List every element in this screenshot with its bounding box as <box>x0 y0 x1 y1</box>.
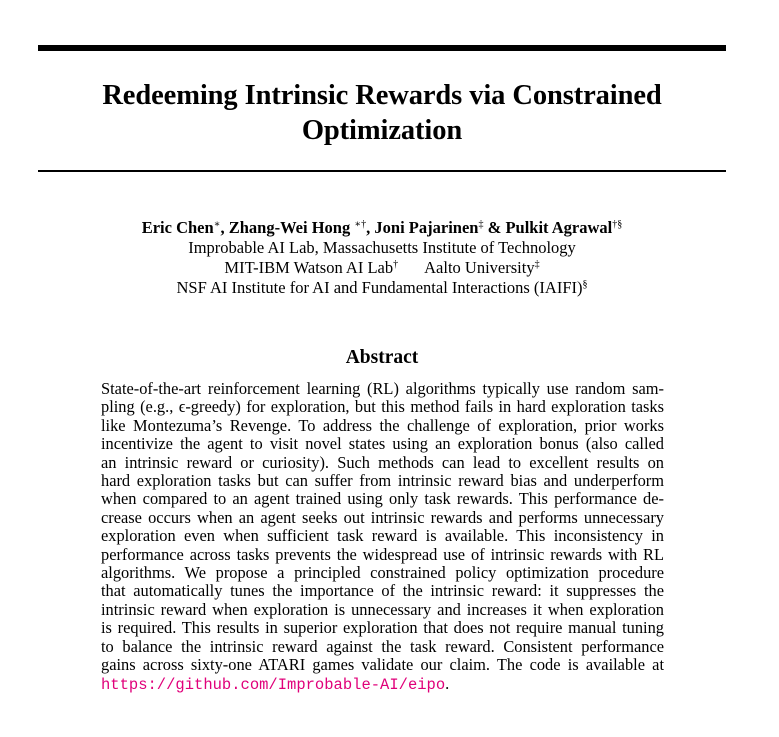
abstract-line: like Montezuma’s Revenge. To address the challenge of exploration, prior works <box>101 415 664 435</box>
abstract-line: an intrinsic reward or curiosity). Such methods can lead to excellent results on <box>101 452 664 472</box>
author-zhang-wei-hong: Zhang-Wei Hong <box>228 218 351 237</box>
author-eric-chen: Eric Chen <box>141 218 214 237</box>
abstract-line: is required. This results in superior exploration that does not require manual tuning <box>101 618 664 638</box>
affiliation-aalto-mark: ‡ <box>534 259 540 270</box>
abstract-line: intrinsic reward when exploration is unnecessary and increases it when exploration <box>101 599 664 619</box>
abstract-line: State-of-the-art reinforcement learning (RL) algorithms typically use random sam- <box>101 379 664 398</box>
author-pulkit-agrawal: Pulkit Agrawal <box>505 218 613 237</box>
abstract-line: hard exploration tasks but can suffer from intrinsic reward bias and underperform <box>101 471 664 491</box>
abstract-line-final <box>101 675 664 694</box>
affiliation-line-2 <box>38 258 726 278</box>
affiliation-iaifi-mark: § <box>582 279 588 290</box>
abstract-line: exploration even when sufficient task reward is available. This inconsistency in <box>101 526 664 546</box>
author-block <box>38 218 726 298</box>
abstract-line: crease occurs when an agent seeks out intrinsic rewards and performs unnecessary <box>101 507 664 527</box>
author-joni-pajarinen-mark: ‡ <box>478 219 484 230</box>
abstract-heading: Abstract <box>345 347 419 368</box>
affiliation-line-1 <box>38 238 726 258</box>
title-line-2: Optimization <box>301 115 463 146</box>
affiliation-mit-ibm: MIT-IBM Watson AI Lab <box>224 258 394 277</box>
top-rule <box>38 45 726 51</box>
abstract-line: gains across sixty-one ATARI games validate our claim. The code is available at <box>101 655 664 675</box>
affiliation-mit-ibm-mark: † <box>393 259 399 270</box>
abstract-line: when compared to an agent trained using only task rewards. This performance de- <box>101 489 664 509</box>
author-eric-chen-mark: ∗ <box>213 219 221 230</box>
author-ampersand: & <box>487 218 502 237</box>
author-names: Eric Chen∗, Zhang-Wei Hong ∗†, Joni Pajarinen‡ & Pulkit Agrawal†§ <box>141 218 623 237</box>
abstract-line: algorithms. We propose a principled constrained policy optimization procedure <box>101 563 664 583</box>
abstract-line: to balance the intrinsic reward against the task reward. Consistent performance <box>101 636 664 656</box>
affiliation-improbable-ai: Improbable AI Lab, Massachusetts Institute of Technology <box>188 238 576 257</box>
title-bottom-rule <box>38 170 726 172</box>
author-joni-pajarinen: Joni Pajarinen <box>374 218 479 237</box>
paper-title <box>38 78 726 148</box>
abstract-body <box>101 380 664 694</box>
abstract-line: incentivize the agent to visit novel states using an exploration bonus (also called <box>101 434 664 454</box>
abstract-line: performance across tasks prevents the widespread use of intrinsic rewards with RL <box>101 544 664 564</box>
title-line-1: Redeeming Intrinsic Rewards via Constrained <box>102 80 662 111</box>
author-pulkit-agrawal-mark: †§ <box>612 219 623 230</box>
author-zhang-wei-hong-mark: ∗† <box>354 219 367 230</box>
abstract-line: that automatically tunes the importance of the intrinsic reward: it suppresses the <box>101 581 664 601</box>
abstract-line: pling (e.g., ϵ-greedy) for exploration, but this method fails in hard exploration tasks <box>101 397 664 417</box>
affiliation-aalto: Aalto University <box>424 258 535 277</box>
affiliation-iaifi: NSF AI Institute for AI and Fundamental Interactions (IAIFI) <box>176 278 583 297</box>
code-link[interactable]: https://github.com/Improbable-AI/eipo <box>101 675 446 694</box>
affiliation-line-3 <box>38 278 726 298</box>
code-link-suffix: . <box>445 673 450 693</box>
